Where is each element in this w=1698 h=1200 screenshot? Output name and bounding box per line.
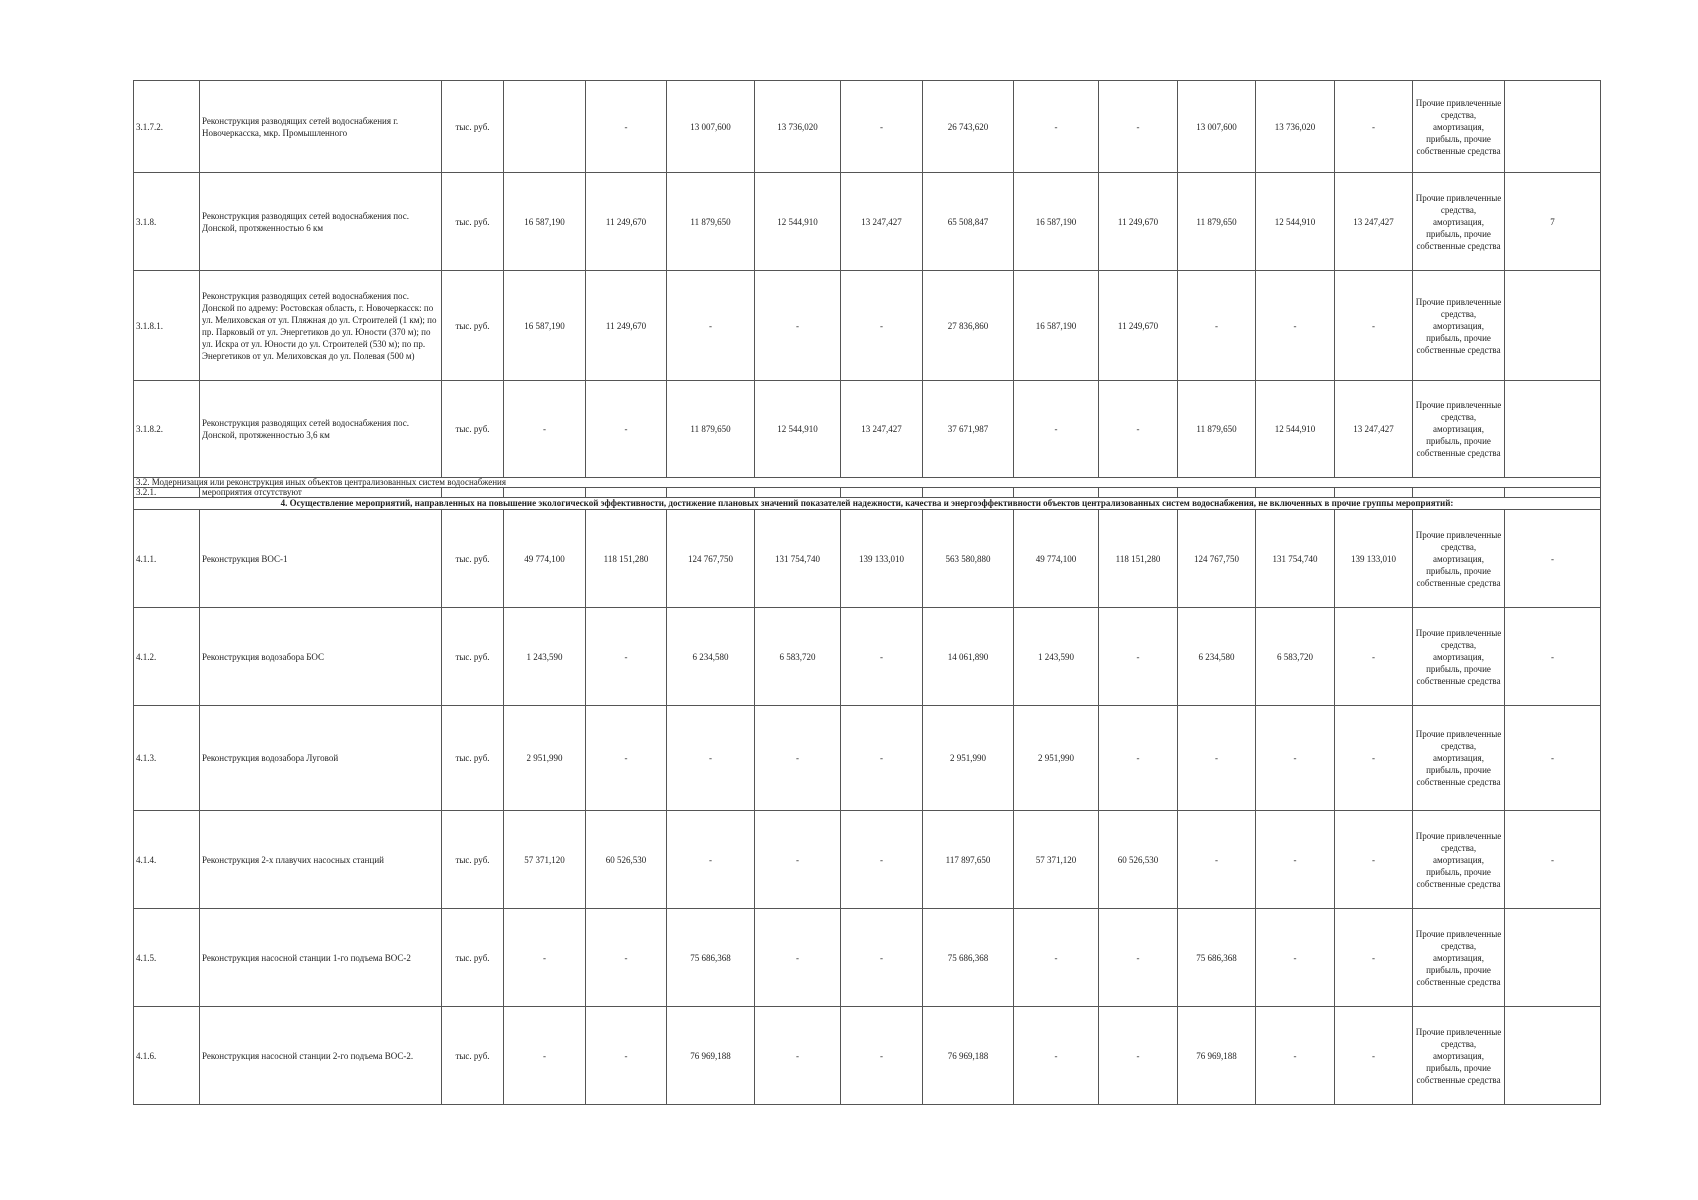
value-cell: 124 767,750 [667,510,755,608]
note-cell [1505,271,1601,381]
value-cell: 13 247,427 [1335,381,1413,478]
table-row [134,811,1601,909]
section-row-3-2 [134,478,1601,488]
value-cell: - [841,811,923,909]
value-cell: 13 247,427 [841,381,923,478]
value-cell: 12 544,910 [755,173,841,271]
value-cell: 75 686,368 [923,909,1014,1007]
note-cell: - [1505,510,1601,608]
value-cell: - [586,608,667,706]
row-name: Реконструкция разводящих сетей водоснабжения пос. Донской, протяженностью 3,6 км [200,381,442,478]
value-cell: - [1014,81,1099,173]
value-cell: - [667,811,755,909]
value-cell: 124 767,750 [1178,510,1256,608]
value-cell: - [1099,909,1178,1007]
value-cell: - [1014,909,1099,1007]
empty-cell [841,488,923,498]
value-cell: 75 686,368 [1178,909,1256,1007]
value-cell: 11 879,650 [667,381,755,478]
row-unit: тыс. руб. [442,706,504,811]
value-cell: - [1099,706,1178,811]
row-code: 4.1.1. [134,510,200,608]
value-cell: - [755,811,841,909]
row-name: Реконструкция ВОС-1 [200,510,442,608]
value-cell: 60 526,530 [586,811,667,909]
row-name: Реконструкция водозабора БОС [200,608,442,706]
value-cell: - [586,1007,667,1105]
value-cell: - [586,909,667,1007]
value-cell: - [1335,81,1413,173]
row-code: 4.1.2. [134,608,200,706]
table-row [134,1007,1601,1105]
value-cell: 26 743,620 [923,81,1014,173]
value-cell: - [1014,1007,1099,1105]
section-3-2-title: 3.2. Модернизация или реконструкция иных объектов централизованных систем водоснабжения [134,478,1601,488]
note-cell: - [1505,811,1601,909]
value-cell: - [1335,271,1413,381]
row-code: 3.1.8. [134,173,200,271]
value-cell: 6 234,580 [1178,608,1256,706]
value-cell: - [1256,271,1335,381]
value-cell: 11 879,650 [1178,173,1256,271]
value-cell: 6 234,580 [667,608,755,706]
value-cell: 139 133,010 [1335,510,1413,608]
empty-cell [1335,488,1413,498]
value-cell: 16 587,190 [504,271,586,381]
row-name: Реконструкция водозабора Луговой [200,706,442,811]
value-cell: 11 249,670 [586,173,667,271]
note-cell: 7 [1505,173,1601,271]
value-cell: 57 371,120 [504,811,586,909]
value-cell: 27 836,860 [923,271,1014,381]
funding-source-cell: Прочие привлеченные средства, амортизация, прибыль, прочие собственные средства [1413,173,1505,271]
value-cell: - [841,1007,923,1105]
table-body-sections [134,478,1601,510]
row-name: Реконструкция 2-х плавучих насосных станций [200,811,442,909]
value-cell: 76 969,188 [923,1007,1014,1105]
value-cell: 11 879,650 [1178,381,1256,478]
empty-cell [586,488,667,498]
value-cell: - [755,909,841,1007]
empty-cell [1413,488,1505,498]
row-unit: тыс. руб. [442,811,504,909]
value-cell: 139 133,010 [841,510,923,608]
value-cell: 12 544,910 [1256,173,1335,271]
value-cell: 65 508,847 [923,173,1014,271]
row-code: 4.1.4. [134,811,200,909]
value-cell: 16 587,190 [1014,173,1099,271]
value-cell: 16 587,190 [504,173,586,271]
row-name: Реконструкция разводящих сетей водоснабжения г. Новочеркасска, мкр. Промышленного [200,81,442,173]
value-cell: - [1256,706,1335,811]
value-cell: 117 897,650 [923,811,1014,909]
value-cell: - [755,1007,841,1105]
table-row [134,706,1601,811]
value-cell: 76 969,188 [1178,1007,1256,1105]
value-cell: - [755,271,841,381]
value-cell: 37 671,987 [923,381,1014,478]
row-code: 3.1.7.2. [134,81,200,173]
table-row [134,81,1601,173]
value-cell: - [1014,381,1099,478]
section-4-title: 4. Осуществление мероприятий, направленных на повышение экологической эффективности, достижение плановых значений показателей надежности, качества и энергоэффективности объектов централизованных систем водоснабжения, не включенных в прочие группы мероприятий: [134,498,1601,510]
value-cell: 11 249,670 [1099,271,1178,381]
row-name: Реконструкция насосной станции 1-го подъема ВОС-2 [200,909,442,1007]
empty-cell [755,488,841,498]
value-cell: - [504,381,586,478]
value-cell: - [841,706,923,811]
table-row [134,173,1601,271]
empty-cell [667,488,755,498]
value-cell: - [504,909,586,1007]
row-code: 3.2.1. [134,488,200,498]
row-name: Реконструкция разводящих сетей водоснабжения пос. Донской, протяженностью 6 км [200,173,442,271]
value-cell: - [667,706,755,811]
note-cell: - [1505,608,1601,706]
empty-cell [442,488,504,498]
value-cell: 131 754,740 [755,510,841,608]
row-code: 3.1.8.1. [134,271,200,381]
value-cell: 1 243,590 [1014,608,1099,706]
empty-cell [1505,488,1601,498]
table-row [134,271,1601,381]
value-cell: 2 951,990 [1014,706,1099,811]
value-cell: - [586,81,667,173]
value-cell: 563 580,880 [923,510,1014,608]
row-code: 3.1.8.2. [134,381,200,478]
value-cell: - [1256,1007,1335,1105]
value-cell: - [1099,608,1178,706]
value-cell: 2 951,990 [923,706,1014,811]
table-row [134,510,1601,608]
value-cell: - [1099,1007,1178,1105]
value-cell: 14 061,890 [923,608,1014,706]
value-cell: - [504,1007,586,1105]
funding-source-cell: Прочие привлеченные средства, амортизация, прибыль, прочие собственные средства [1413,381,1505,478]
row-name: Реконструкция разводящих сетей водоснабжения пос. Донской по адрему: Ростовская область, г. Новочеркасск: по ул. Мелиховская от ул. Пляжная до ул. Строителей (1 км); по пр. Парковый от ул. Энергетиков до ул. Юности (370 м); по ул. Искра от ул. Юности до ул. Строителей (530 м); по пр. Энергетиков от ул. Мелиховская до ул. Полевая (500 м) [200,271,442,381]
value-cell: 118 151,280 [1099,510,1178,608]
empty-cell [1099,488,1178,498]
empty-cell [504,488,586,498]
value-cell: - [755,706,841,811]
value-cell: 16 587,190 [1014,271,1099,381]
value-cell: 12 544,910 [755,381,841,478]
value-cell: 1 243,590 [504,608,586,706]
row-unit: тыс. руб. [442,173,504,271]
empty-cell [1178,488,1256,498]
value-cell: - [1335,608,1413,706]
value-cell: 11 249,670 [586,271,667,381]
value-cell: 131 754,740 [1256,510,1335,608]
value-cell: - [841,909,923,1007]
value-cell: 57 371,120 [1014,811,1099,909]
value-cell: 13 736,020 [1256,81,1335,173]
table-body-upper [134,81,1601,478]
value-cell: - [1178,706,1256,811]
value-cell: - [1178,271,1256,381]
value-cell: 60 526,530 [1099,811,1178,909]
row-name: Реконструкция насосной станции 2-го подъема ВОС-2. [200,1007,442,1105]
value-cell: 6 583,720 [755,608,841,706]
table-row [134,381,1601,478]
table-row [134,909,1601,1007]
empty-cell [1256,488,1335,498]
value-cell: 2 951,990 [504,706,586,811]
value-cell: - [1335,706,1413,811]
row-unit: тыс. руб. [442,271,504,381]
note-cell [1505,1007,1601,1105]
value-cell: 49 774,100 [1014,510,1099,608]
funding-source-cell: Прочие привлеченные средства, амортизация, прибыль, прочие собственные средства [1413,608,1505,706]
value-cell: 13 247,427 [841,173,923,271]
value-cell: 13 007,600 [667,81,755,173]
row-code: 4.1.3. [134,706,200,811]
row-unit: тыс. руб. [442,510,504,608]
funding-source-cell: Прочие привлеченные средства, амортизация, прибыль, прочие собственные средства [1413,909,1505,1007]
row-name: мероприятия отсутствуют [200,488,442,498]
funding-source-cell: Прочие привлеченные средства, амортизация, прибыль, прочие собственные средства [1413,81,1505,173]
note-cell [1505,909,1601,1007]
note-cell [1505,81,1601,173]
investment-program-table [133,80,1601,1105]
section-row-4 [134,498,1601,510]
note-cell [1505,381,1601,478]
value-cell: - [1335,909,1413,1007]
table-row-3-2-1 [134,488,1601,498]
value-cell: - [841,271,923,381]
row-unit: тыс. руб. [442,1007,504,1105]
row-unit: тыс. руб. [442,909,504,1007]
value-cell: - [586,706,667,811]
value-cell: 13 736,020 [755,81,841,173]
value-cell [504,81,586,173]
funding-source-cell: Прочие привлеченные средства, амортизация, прибыль, прочие собственные средства [1413,706,1505,811]
funding-source-cell: Прочие привлеченные средства, амортизация, прибыль, прочие собственные средства [1413,1007,1505,1105]
value-cell: - [841,81,923,173]
row-code: 4.1.5. [134,909,200,1007]
value-cell: 118 151,280 [586,510,667,608]
value-cell: 49 774,100 [504,510,586,608]
value-cell: 6 583,720 [1256,608,1335,706]
value-cell: - [1335,1007,1413,1105]
value-cell: - [1256,909,1335,1007]
value-cell: - [1099,381,1178,478]
value-cell: - [1099,81,1178,173]
row-unit: тыс. руб. [442,381,504,478]
value-cell: 12 544,910 [1256,381,1335,478]
funding-source-cell: Прочие привлеченные средства, амортизация, прибыль, прочие собственные средства [1413,510,1505,608]
value-cell: - [841,608,923,706]
value-cell: 11 879,650 [667,173,755,271]
funding-source-cell: Прочие привлеченные средства, амортизация, прибыль, прочие собственные средства [1413,271,1505,381]
note-cell: - [1505,706,1601,811]
value-cell: - [1335,811,1413,909]
empty-cell [923,488,1014,498]
value-cell: - [586,381,667,478]
value-cell: 76 969,188 [667,1007,755,1105]
table-row [134,608,1601,706]
funding-source-cell: Прочие привлеченные средства, амортизация, прибыль, прочие собственные средства [1413,811,1505,909]
row-unit: тыс. руб. [442,81,504,173]
table-body-lower [134,510,1601,1105]
empty-cell [1014,488,1099,498]
value-cell: - [1178,811,1256,909]
row-code: 4.1.6. [134,1007,200,1105]
row-unit: тыс. руб. [442,608,504,706]
value-cell: 13 247,427 [1335,173,1413,271]
value-cell: 75 686,368 [667,909,755,1007]
value-cell: 11 249,670 [1099,173,1178,271]
value-cell: 13 007,600 [1178,81,1256,173]
value-cell: - [1256,811,1335,909]
value-cell: - [667,271,755,381]
